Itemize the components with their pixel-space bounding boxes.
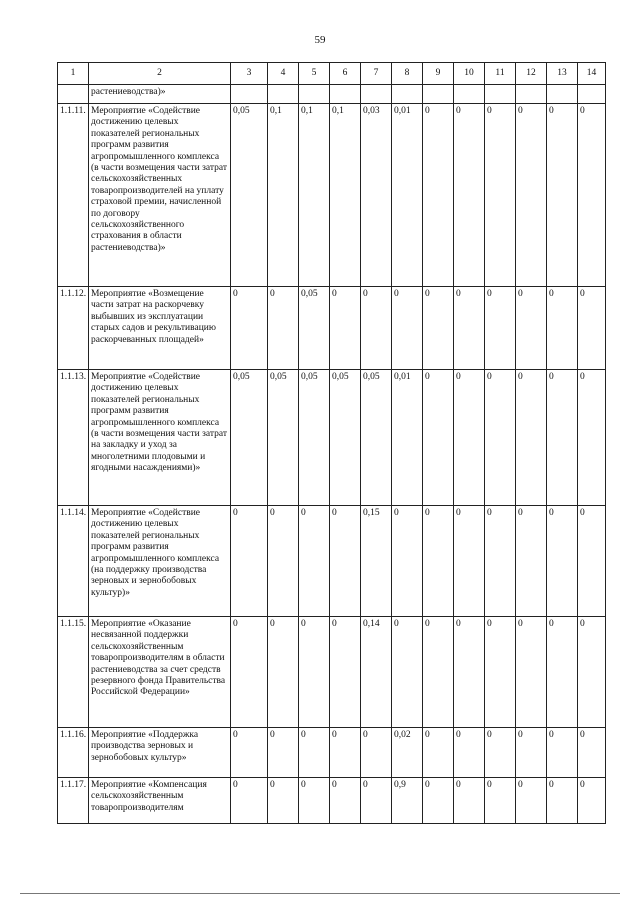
value-cell: 0: [454, 370, 485, 506]
value-cell: 0: [423, 287, 454, 370]
value-cell: 0,05: [231, 104, 268, 287]
value-cell: 0: [516, 778, 547, 824]
value-cell: 0: [547, 617, 578, 728]
table-row: [58, 104, 606, 287]
table-row: [58, 617, 606, 728]
measure-name: растениеводства)»: [89, 85, 231, 104]
value-cell: 0,05: [299, 370, 330, 506]
value-cell: [299, 85, 330, 104]
value-cell: 0: [516, 370, 547, 506]
value-cell: 0: [392, 506, 423, 617]
value-cell: 0: [268, 287, 299, 370]
value-cell: 0: [361, 778, 392, 824]
table-row: [58, 85, 606, 104]
value-cell: 0: [392, 617, 423, 728]
value-cell: 0: [485, 617, 516, 728]
value-cell: [485, 85, 516, 104]
value-cell: [454, 85, 485, 104]
value-cell: 0: [547, 104, 578, 287]
value-cell: [392, 85, 423, 104]
measure-name: Мероприятие «Содействие достижению целевых показателей региональных программ развития агропромышленного комплекса (на поддержку производства зерновых и зернобобовых культур)»: [89, 506, 231, 617]
value-cell: [547, 85, 578, 104]
value-cell: 0: [423, 617, 454, 728]
row-number: 1.1.14.: [58, 506, 89, 617]
table-row: [58, 287, 606, 370]
value-cell: 0: [485, 728, 516, 778]
value-cell: 0,1: [268, 104, 299, 287]
page-bottom-line: [20, 893, 620, 894]
value-cell: 0: [330, 617, 361, 728]
value-cell: 0,05: [268, 370, 299, 506]
value-cell: 0,05: [330, 370, 361, 506]
value-cell: [268, 85, 299, 104]
value-cell: 0,01: [392, 104, 423, 287]
value-cell: 0: [547, 778, 578, 824]
value-cell: 0: [578, 370, 606, 506]
table-row: [58, 506, 606, 617]
value-cell: 0: [485, 104, 516, 287]
column-header-2: 2: [89, 63, 231, 85]
value-cell: [231, 85, 268, 104]
column-header-4: 4: [268, 63, 299, 85]
value-cell: 0: [454, 506, 485, 617]
value-cell: 0: [547, 370, 578, 506]
column-header-13: 13: [547, 63, 578, 85]
value-cell: 0: [485, 370, 516, 506]
column-header-1: 1: [58, 63, 89, 85]
value-cell: 0: [423, 370, 454, 506]
value-cell: 0: [268, 506, 299, 617]
value-cell: 0: [454, 104, 485, 287]
value-cell: 0: [516, 287, 547, 370]
value-cell: 0,05: [299, 287, 330, 370]
value-cell: [330, 85, 361, 104]
value-cell: [361, 85, 392, 104]
indicator-table: [57, 62, 606, 824]
value-cell: 0: [299, 617, 330, 728]
value-cell: 0: [268, 617, 299, 728]
value-cell: 0: [231, 506, 268, 617]
value-cell: 0: [578, 104, 606, 287]
value-cell: 0: [578, 506, 606, 617]
header-row: [58, 63, 606, 85]
row-number: 1.1.17.: [58, 778, 89, 824]
value-cell: 0: [578, 778, 606, 824]
row-number: [58, 85, 89, 104]
value-cell: 0,9: [392, 778, 423, 824]
table-row: [58, 778, 606, 824]
measure-name: Мероприятие «Оказание несвязанной поддержки сельскохозяйственным товаропроизводителям в области растениеводства за счет средств резервного фонда Правительства Российской Федерации»: [89, 617, 231, 728]
column-header-7: 7: [361, 63, 392, 85]
value-cell: 0: [330, 506, 361, 617]
value-cell: 0: [547, 287, 578, 370]
measure-name: Мероприятие «Возмещение части затрат на раскорчевку выбывших из эксплуатации старых садов и рекультивацию раскорчеванных площадей»: [89, 287, 231, 370]
value-cell: 0,05: [361, 370, 392, 506]
value-cell: 0: [578, 287, 606, 370]
value-cell: 0,05: [231, 370, 268, 506]
value-cell: 0: [299, 506, 330, 617]
value-cell: 0,15: [361, 506, 392, 617]
value-cell: 0: [392, 287, 423, 370]
value-cell: 0: [330, 778, 361, 824]
value-cell: 0: [578, 728, 606, 778]
value-cell: 0: [299, 778, 330, 824]
value-cell: 0: [485, 287, 516, 370]
value-cell: 0: [578, 617, 606, 728]
value-cell: 0: [231, 778, 268, 824]
page-number: 59: [314, 34, 326, 46]
value-cell: 0,01: [392, 370, 423, 506]
table-row: [58, 370, 606, 506]
row-number: 1.1.15.: [58, 617, 89, 728]
value-cell: 0: [231, 617, 268, 728]
value-cell: 0: [231, 728, 268, 778]
value-cell: 0: [299, 728, 330, 778]
value-cell: 0: [330, 287, 361, 370]
value-cell: 0: [454, 778, 485, 824]
value-cell: 0: [268, 778, 299, 824]
value-cell: 0: [423, 728, 454, 778]
value-cell: 0: [485, 778, 516, 824]
column-header-12: 12: [516, 63, 547, 85]
value-cell: 0: [423, 104, 454, 287]
row-number: 1.1.12.: [58, 287, 89, 370]
value-cell: [578, 85, 606, 104]
row-number: 1.1.11.: [58, 104, 89, 287]
column-header-14: 14: [578, 63, 606, 85]
value-cell: 0: [547, 728, 578, 778]
value-cell: 0,1: [330, 104, 361, 287]
column-header-11: 11: [485, 63, 516, 85]
value-cell: 0: [423, 506, 454, 617]
value-cell: [423, 85, 454, 104]
measure-name: Мероприятие «Содействие достижению целевых показателей региональных программ развития агропромышленного комплекса (в части возмещения части затрат сельскохозяйственных товаропроизводителей на уплату страховой премии, начисленной по договору сельскохозяйственного страхования в области растениеводства)»: [89, 104, 231, 287]
measure-name: Мероприятие «Содействие достижению целевых показателей региональных программ развития агропромышленного комплекса (в части возмещения части затрат на закладку и уход за многолетними плодовыми и ягодными насаждениями)»: [89, 370, 231, 506]
column-header-9: 9: [423, 63, 454, 85]
value-cell: 0: [516, 104, 547, 287]
value-cell: 0: [454, 287, 485, 370]
column-header-6: 6: [330, 63, 361, 85]
value-cell: 0,14: [361, 617, 392, 728]
value-cell: 0: [268, 728, 299, 778]
value-cell: 0: [485, 506, 516, 617]
value-cell: 0: [361, 287, 392, 370]
column-header-5: 5: [299, 63, 330, 85]
value-cell: 0: [516, 506, 547, 617]
measure-name: Мероприятие «Поддержка производства зерновых и зернобобовых культур»: [89, 728, 231, 778]
row-number: 1.1.16.: [58, 728, 89, 778]
value-cell: 0: [361, 728, 392, 778]
value-cell: 0: [330, 728, 361, 778]
value-cell: 0,03: [361, 104, 392, 287]
row-number: 1.1.13.: [58, 370, 89, 506]
value-cell: 0: [454, 617, 485, 728]
value-cell: 0: [231, 287, 268, 370]
column-header-3: 3: [231, 63, 268, 85]
table-row: [58, 728, 606, 778]
value-cell: 0: [516, 728, 547, 778]
value-cell: 0: [423, 778, 454, 824]
measure-name: Мероприятие «Компенсация сельскохозяйственным товаропроизводителям: [89, 778, 231, 824]
value-cell: 0,1: [299, 104, 330, 287]
value-cell: 0,02: [392, 728, 423, 778]
value-cell: 0: [547, 506, 578, 617]
column-header-8: 8: [392, 63, 423, 85]
value-cell: 0: [516, 617, 547, 728]
value-cell: 0: [454, 728, 485, 778]
value-cell: [516, 85, 547, 104]
column-header-10: 10: [454, 63, 485, 85]
